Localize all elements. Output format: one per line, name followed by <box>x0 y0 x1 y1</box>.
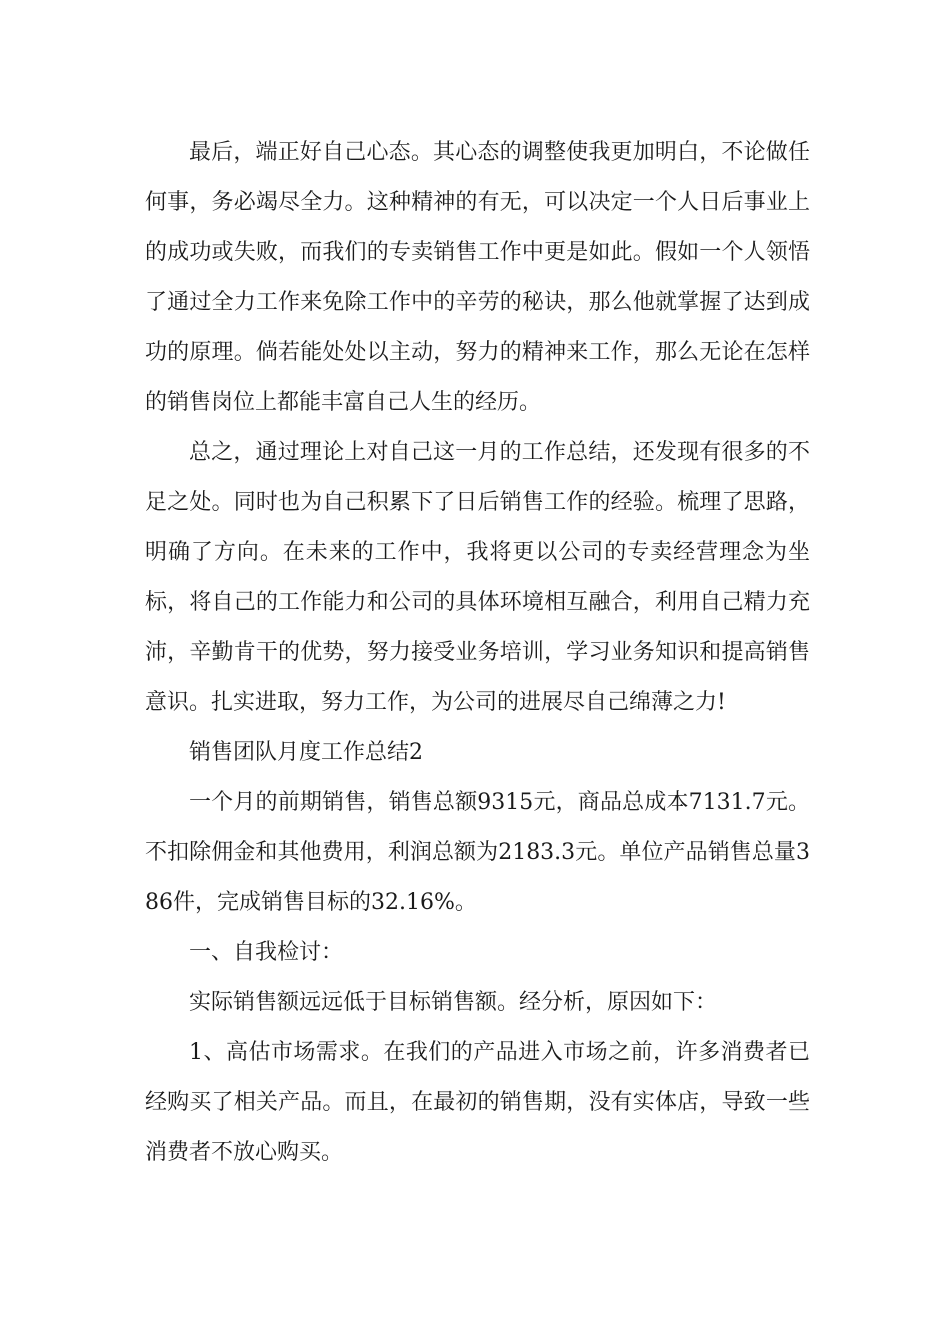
paragraph-sales-figures: 一个月的前期销售，销售总额9315元，商品总成本7131.7元。不扣除佣金和其他费用，利润总额为2183.3元。单位产品销售总量386件，完成销售目标的32.16%。 <box>145 790 810 915</box>
paragraph-reason-1: 1、高估市场需求。在我们的产品进入市场之前，许多消费者已经购买了相关产品。而且，在最初的销售期，没有实体店，导致一些消费者不放心购买。 <box>145 1040 810 1165</box>
paragraph-analysis-intro: 实际销售额远远低于目标销售额。经分析，原因如下： <box>189 990 718 1015</box>
section-title: 销售团队月度工作总结2 <box>189 740 423 765</box>
document-body <box>145 128 810 1178</box>
paragraph-conclusion: 总之，通过理论上对自己这一月的工作总结，还发现有很多的不足之处。同时也为自己积累下了日后销售工作的经验。梳理了思路，明确了方向。在未来的工作中，我将更以公司的专卖经营理念为坐标，将自己的工作能力和公司的具体环境相互融合，利用自己精力充沛，辛勤肯干的优势，努力接受业务培训，学习业务知识和提高销售意识。扎实进取，努力工作，为公司的进展尽自己绵薄之力! <box>145 440 810 715</box>
subsection-title: 一、自我检讨： <box>189 940 344 965</box>
paragraph-mindset: 最后，端正好自己心态。其心态的调整使我更加明白，不论做任何事，务必竭尽全力。这种精神的有无，可以决定一个人日后事业上的成功或失败，而我们的专卖销售工作中更是如此。假如一个人领悟了通过全力工作来免除工作中的辛劳的秘诀，那么他就掌握了达到成功的原理。倘若能处处以主动，努力的精神来工作，那么无论在怎样的销售岗位上都能丰富自己人生的经历。 <box>145 140 810 415</box>
